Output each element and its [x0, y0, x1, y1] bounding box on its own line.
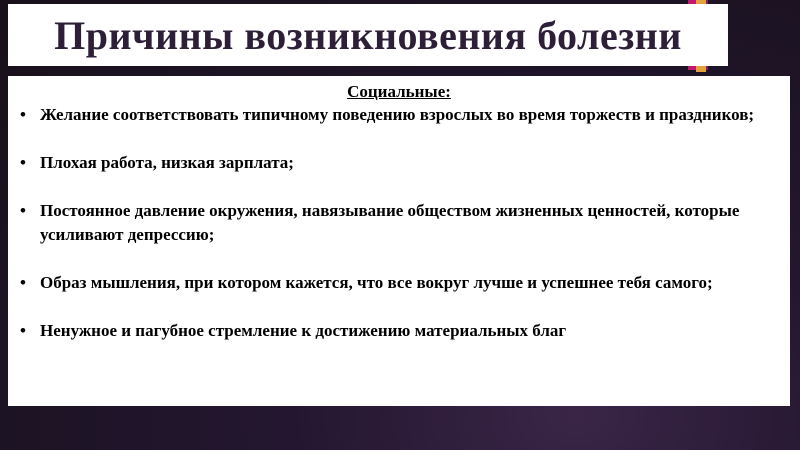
- bullet-icon: •: [20, 153, 26, 172]
- bullet-icon: •: [20, 321, 26, 340]
- bullet-icon: •: [20, 201, 26, 220]
- list-item: [20, 103, 778, 127]
- list-item-text: Постоянное давление окружения, навязывание обществом жизненных ценностей, которые усиливают депрессию;: [40, 201, 740, 244]
- list-item-text: Ненужное и пагубное стремление к достижению материальных благ: [40, 321, 567, 340]
- list-item: [20, 151, 778, 175]
- slide-title: Причины возникновения болезни: [54, 12, 682, 58]
- list-item: [20, 271, 778, 295]
- bullet-icon: •: [20, 105, 26, 124]
- title-box: [8, 4, 728, 66]
- bullet-icon: •: [20, 273, 26, 292]
- list-item: [20, 199, 778, 247]
- list-item-text: Плохая работа, низкая зарплата;: [40, 153, 294, 172]
- content-box: [8, 76, 790, 406]
- reasons-list: [20, 103, 778, 343]
- list-item-text: Желание соответствовать типичному поведению взрослых во время торжеств и праздников;: [40, 105, 755, 124]
- section-subtitle: Социальные:: [347, 82, 451, 101]
- list-item: [20, 319, 778, 343]
- list-item-text: Образ мышления, при котором кажется, что все вокруг лучше и успешнее тебя самого;: [40, 273, 713, 292]
